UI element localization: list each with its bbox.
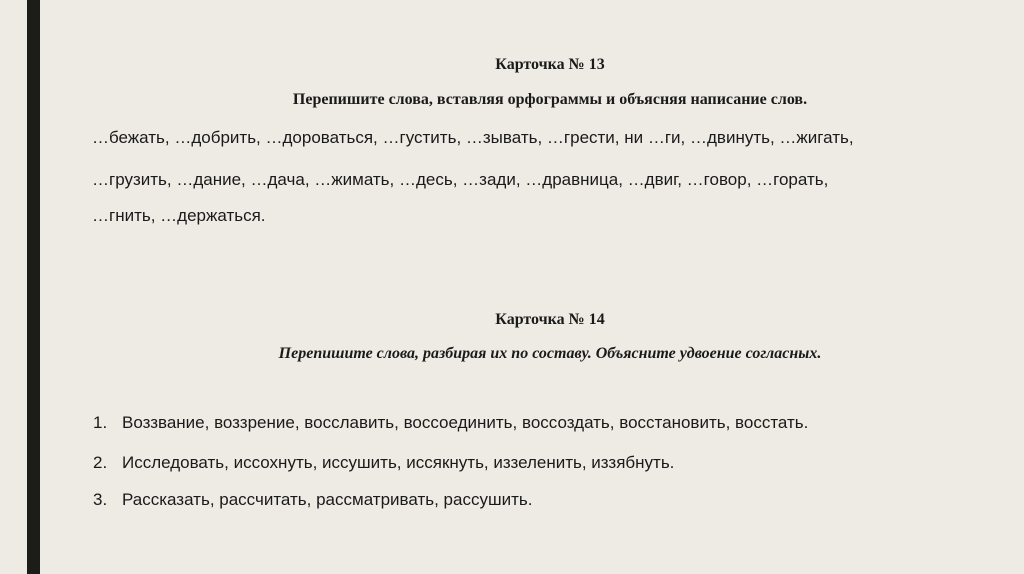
card-14-instruction: Перепишите слова, разбирая их по составу. Объясните удвоение согласных. [278, 345, 822, 362]
list-item-number: 2. [93, 453, 108, 472]
card-14-list-item-2 [93, 453, 674, 473]
card-14-title: Карточка № 14 [495, 311, 605, 328]
card-13-words-line-2: …грузить, …дание, …дача, …жимать, …десь, …зади, …дравница, …двиг, …говор, …горать, [92, 170, 829, 189]
list-item-text: Исследовать, иссохнуть, иссушить, иссякнуть, иззеленить, иззябнуть. [122, 453, 675, 472]
card-13-instruction: Перепишите слова, вставляя орфограммы и объясняя написание слов. [292, 91, 808, 108]
card-14-list-item-1 [93, 413, 808, 433]
card-14-list-item-3 [93, 490, 532, 510]
card-13-title: Карточка № 13 [495, 56, 605, 73]
list-item-number: 3. [93, 490, 108, 509]
left-accent-bar [27, 0, 40, 574]
list-item-text: Рассказать, рассчитать, рассматривать, рассушить. [122, 490, 533, 509]
card-13-words-line-3: …гнить, …держаться. [92, 206, 266, 225]
card-13-words-line-1: …бежать, …добрить, …дороваться, …густить, …зывать, …грести, ни …ги, …двинуть, …жигать, [92, 128, 854, 147]
list-item-text: Воззвание, воззрение, восславить, воссоединить, воссоздать, восстановить, восстать. [122, 413, 809, 432]
list-item-number: 1. [93, 413, 108, 432]
